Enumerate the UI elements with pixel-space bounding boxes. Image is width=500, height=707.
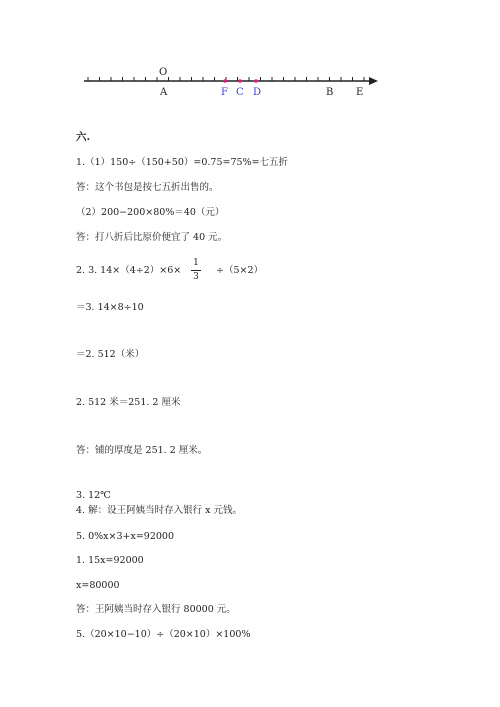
answer-line-15: 答：王阿姨当时存入银行 80000 元。 bbox=[76, 604, 236, 615]
answer-line-14: x=80000 bbox=[76, 580, 120, 591]
label-b: B bbox=[326, 87, 334, 98]
answer-line-11: 4. 解：设王阿姨当时存入银行 x 元钱。 bbox=[76, 505, 242, 516]
answer-line-3: （2）200−200×80%＝40（元） bbox=[76, 207, 225, 218]
label-f: F bbox=[221, 87, 228, 98]
number-line-figure bbox=[0, 0, 500, 110]
label-c: C bbox=[236, 87, 244, 98]
answer-line-4: 答：打八折后比原价便宜了 40 元。 bbox=[76, 232, 228, 243]
answer-line-13: 1. 15x=92000 bbox=[76, 555, 144, 566]
answer-line-5b: ÷（5×2） bbox=[216, 265, 264, 276]
answer-line-12: 5. 0%x×3+x=92000 bbox=[76, 531, 175, 542]
fraction-denominator: 3 bbox=[193, 272, 199, 282]
label-a: A bbox=[160, 87, 168, 98]
answer-line-10: 3. 12℃ bbox=[76, 490, 111, 501]
label-d: D bbox=[253, 87, 262, 98]
answer-line-8: 2. 512 米＝251. 2 厘米 bbox=[76, 397, 181, 408]
fraction-numerator: 1 bbox=[193, 258, 199, 268]
point-c bbox=[238, 79, 242, 83]
label-e: E bbox=[356, 87, 364, 98]
answer-line-6: ＝3. 14×8÷10 bbox=[76, 302, 144, 313]
answer-line-7: ＝2. 512（米） bbox=[76, 349, 145, 360]
label-o: O bbox=[159, 67, 168, 78]
point-f bbox=[223, 79, 227, 83]
fraction-bar bbox=[191, 270, 201, 271]
answer-line-1: 1.（1）150÷（150+50）=0.75=75%=七五折 bbox=[76, 157, 289, 168]
answer-line-16: 5.（20×10−10）÷（20×10）×100% bbox=[76, 629, 251, 640]
section-heading: 六. bbox=[76, 131, 91, 143]
answer-line-9: 答：铺的厚度是 251. 2 厘米。 bbox=[76, 445, 208, 456]
answer-line-5a: 2. 3. 14×（4÷2）×6× bbox=[76, 265, 182, 276]
point-d bbox=[254, 79, 258, 83]
fraction-one-third bbox=[190, 258, 202, 283]
answer-line-2: 答：这个书包是按七五折出售的。 bbox=[76, 182, 219, 193]
number-line-arrow bbox=[369, 77, 378, 85]
